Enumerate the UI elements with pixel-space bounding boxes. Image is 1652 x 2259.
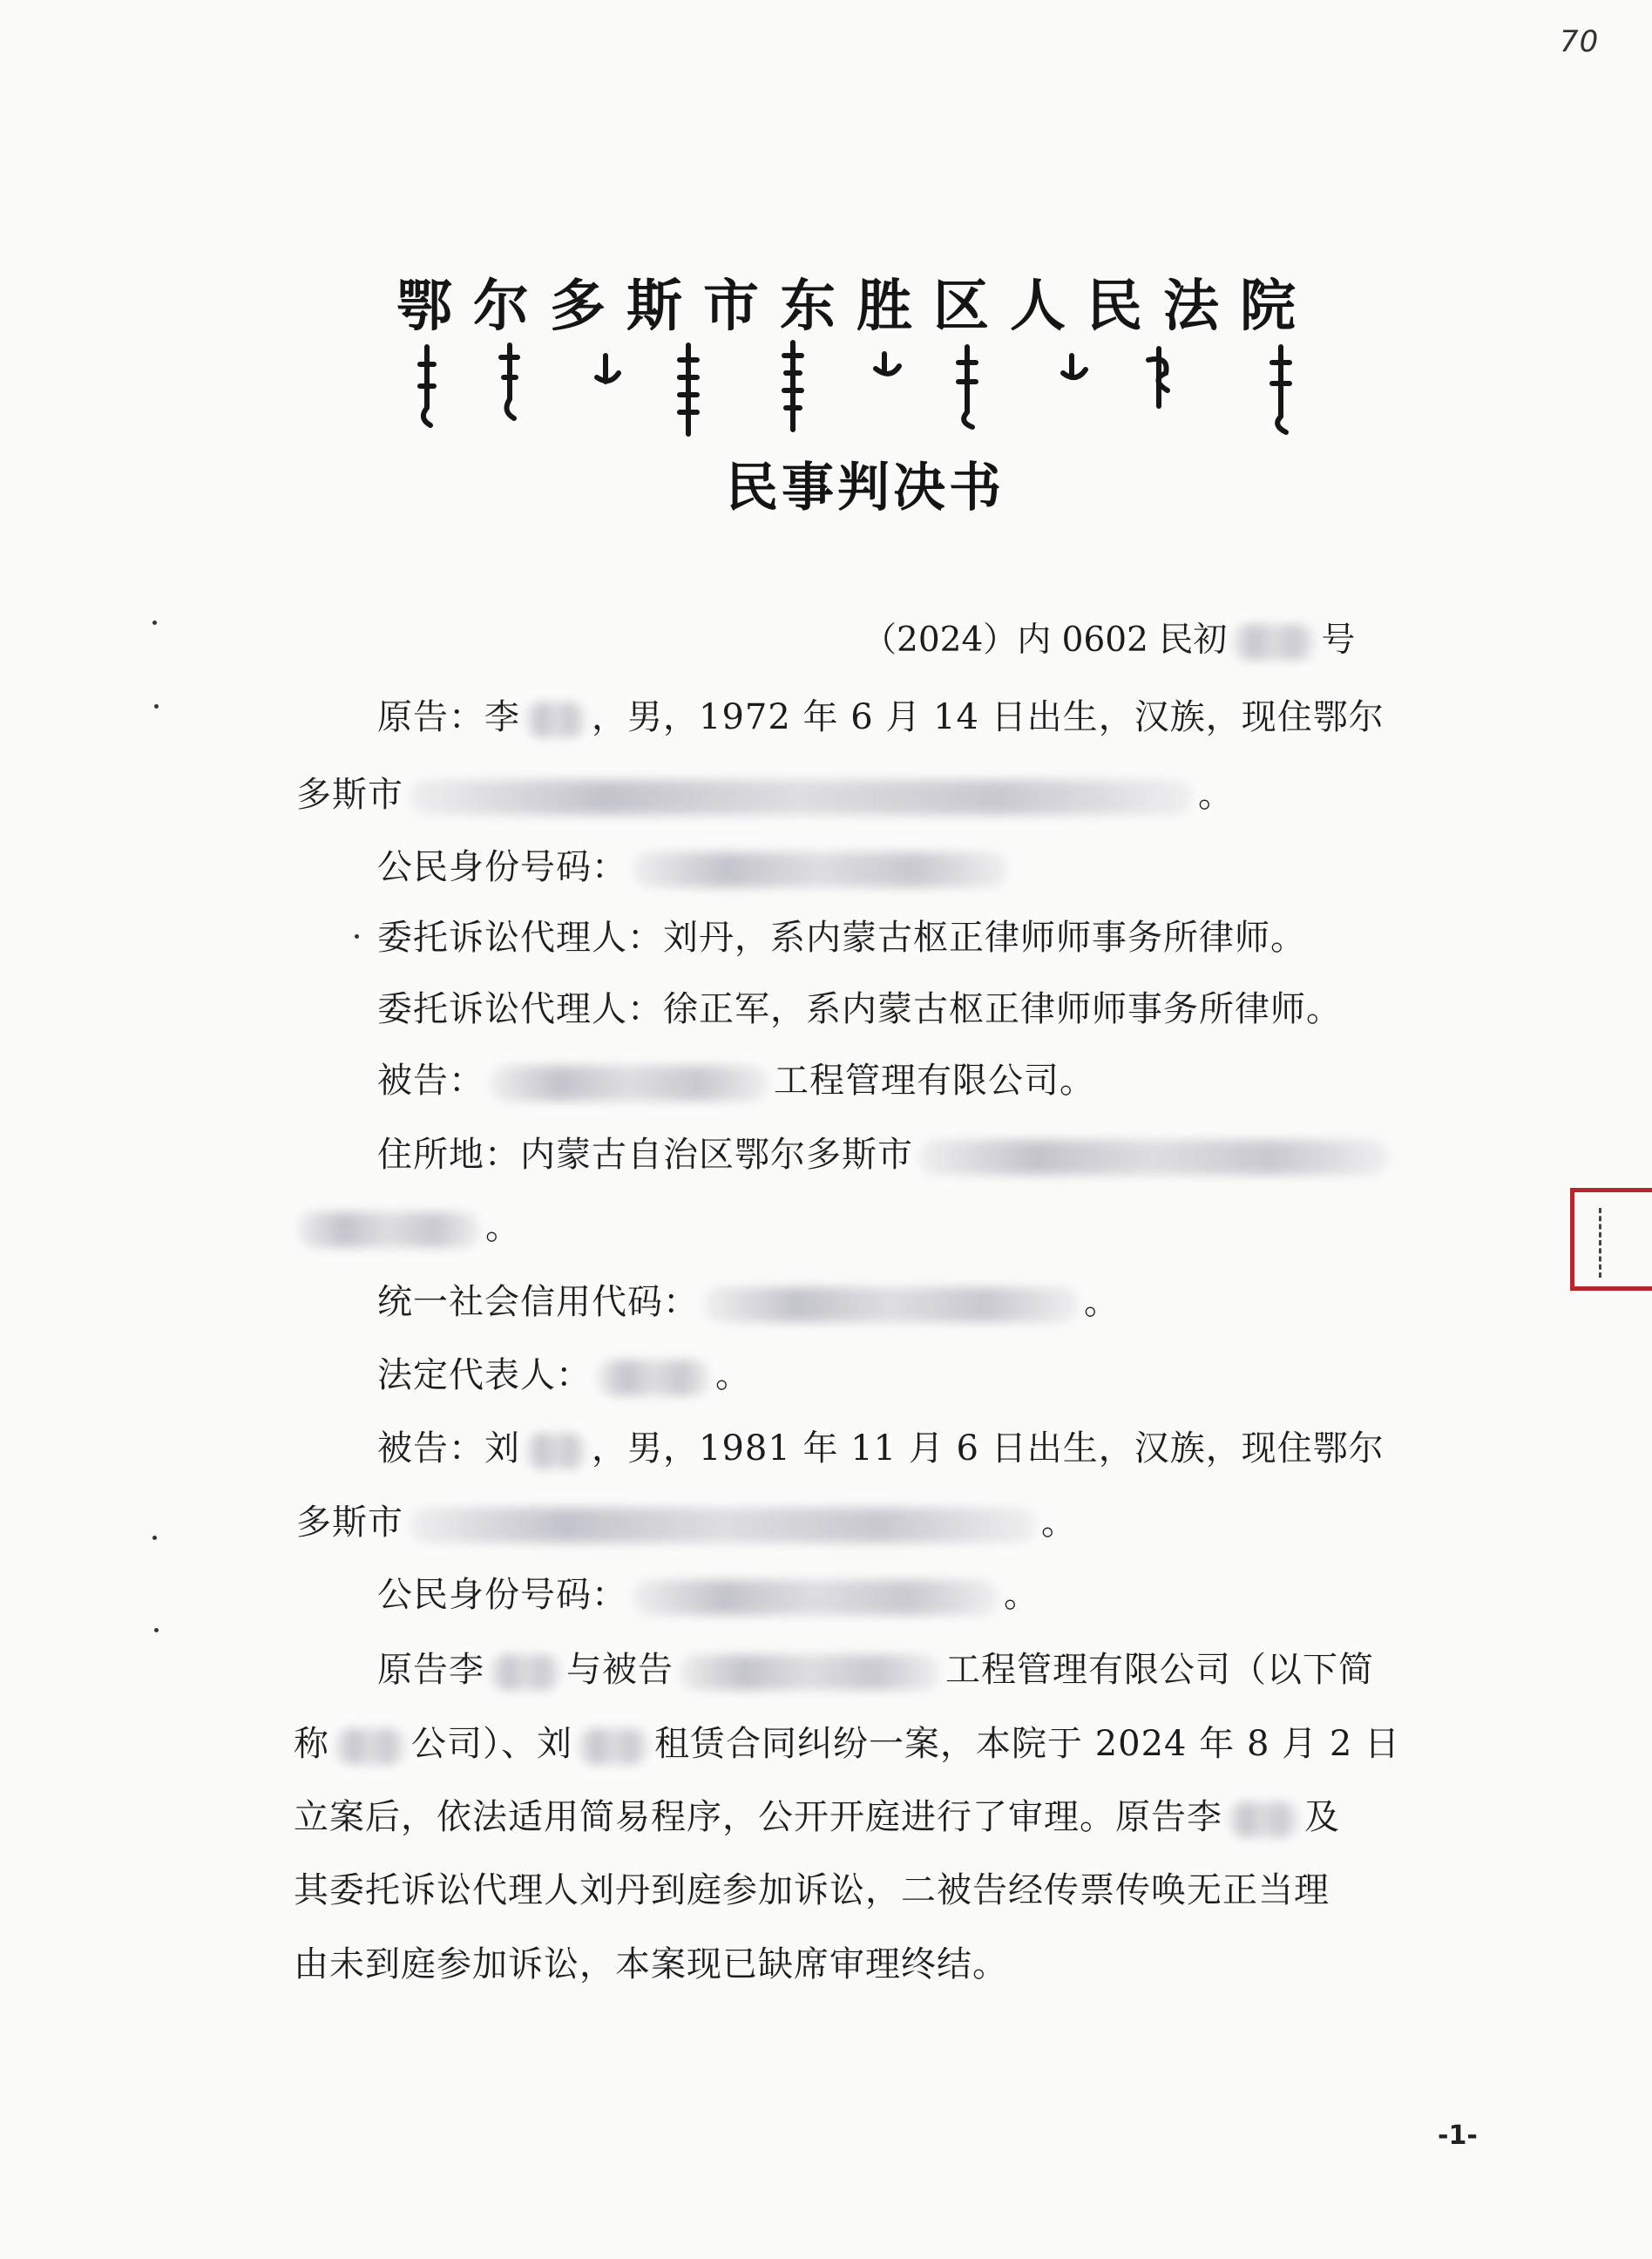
case-number-suffix: 号 <box>1321 621 1356 660</box>
handwritten-page-note: 70 <box>1560 24 1600 59</box>
case-number-prefix: （2024）内 0602 民初 <box>863 621 1228 660</box>
seam-seal-fragment <box>1570 1188 1652 1291</box>
defendant2-label: 被告：刘 <box>377 1428 520 1469</box>
scan-speck <box>355 934 359 939</box>
defendant2-address-end: 。 <box>1041 1503 1077 1543</box>
plaintiff-id-line <box>377 843 1012 892</box>
redacted-residence <box>918 1140 1389 1175</box>
body-text: 立案后，依法适用简易程序，公开开庭进行了审理。原告李 <box>294 1797 1222 1837</box>
defendant1-residence-end: 。 <box>485 1207 521 1247</box>
body-line-5: 由未到庭参加诉讼，本案现已缺席审理终结。 <box>294 1944 1008 1984</box>
body-line-3 <box>294 1793 1340 1842</box>
plaintiff-id-label: 公民身份号码： <box>377 847 627 887</box>
court-name: 鄂尔多斯市东胜区人民法院 <box>396 274 1317 339</box>
redacted-company-name <box>679 1655 940 1690</box>
mongolian-script-title <box>410 338 1351 443</box>
defendant1-label: 被告： <box>377 1061 484 1101</box>
body-text: 及 <box>1304 1797 1340 1837</box>
scan-speck <box>152 621 157 625</box>
body-text: 称 <box>294 1724 329 1764</box>
defendant1-residence-line <box>377 1130 1394 1179</box>
defendant1-residence-continued <box>292 1203 521 1252</box>
defendant2-id-line <box>377 1570 1039 1619</box>
agent-line-2: 委托诉讼代理人：徐正军，系内蒙古枢正律师师事务所律师。 <box>377 989 1342 1029</box>
defendant2-intro: ，男，1981 年 11 月 6 日出生，汉族，现住鄂尔 <box>592 1428 1385 1469</box>
redacted-name <box>525 702 586 737</box>
redacted-address <box>409 780 1193 815</box>
scan-speck <box>152 1536 157 1540</box>
defendant1-rep-line <box>377 1351 751 1400</box>
plaintiff-address-line <box>296 770 1234 819</box>
agent-line-1: 委托诉讼代理人：刘丹，系内蒙古枢正律师师事务所律师。 <box>377 918 1306 958</box>
redacted-case-digits <box>1232 625 1316 660</box>
redacted-residence-continued <box>297 1212 480 1247</box>
body-line-4: 其委托诉讼代理人刘丹到庭参加诉讼，二被告经传票传唤无正当理 <box>294 1870 1330 1910</box>
redacted-name <box>490 1655 561 1690</box>
plaintiff-address-prefix: 多斯市 <box>296 775 403 815</box>
defendant1-rep-end: 。 <box>715 1355 751 1395</box>
defendant1-name-suffix: 工程管理有限公司。 <box>774 1061 1095 1101</box>
defendant1-credit-label: 统一社会信用代码： <box>377 1282 699 1322</box>
plaintiff-label: 原告：李 <box>377 697 520 737</box>
defendant1-residence-label: 住所地：内蒙古自治区鄂尔多斯市 <box>377 1135 913 1175</box>
body-line-1 <box>377 1645 1374 1694</box>
defendant1-credit-line <box>377 1278 1120 1326</box>
defendant2-address-prefix: 多斯市 <box>296 1503 403 1543</box>
document-title: 民事判决书 <box>726 458 1005 519</box>
redacted-name <box>1228 1802 1299 1837</box>
body-text: 公司）、刘 <box>411 1724 572 1764</box>
body-text: 工程管理有限公司（以下简 <box>945 1650 1374 1690</box>
scan-speck <box>154 1628 159 1632</box>
redacted-rep-name <box>597 1360 710 1395</box>
seam-seal-marks <box>1599 1208 1636 1278</box>
defendant2-id-label: 公民身份号码： <box>377 1575 627 1615</box>
redacted-credit-code <box>704 1287 1079 1322</box>
redacted-id-number <box>633 852 1007 887</box>
plaintiff-intro: ，男，1972 年 6 月 14 日出生，汉族，现住鄂尔 <box>592 697 1385 737</box>
body-text: 原告李 <box>377 1650 484 1690</box>
redacted-name <box>525 1434 586 1469</box>
plaintiff-line <box>377 693 1385 742</box>
body-text: 与被告 <box>566 1650 674 1690</box>
body-line-2 <box>294 1720 1400 1768</box>
defendant1-credit-end: 。 <box>1084 1282 1120 1322</box>
redacted-company-name <box>490 1066 768 1101</box>
defendant2-address-line <box>296 1498 1077 1547</box>
defendant1-line <box>377 1056 1095 1105</box>
body-text: 租赁合同纠纷一案，本院于 2024 年 8 月 2 日 <box>654 1724 1400 1764</box>
redacted-name <box>578 1729 649 1764</box>
defendant2-id-end: 。 <box>1004 1575 1039 1615</box>
plaintiff-address-end: 。 <box>1198 775 1234 815</box>
defendant1-rep-label: 法定代表人： <box>377 1355 592 1395</box>
scan-speck <box>154 704 159 709</box>
redacted-short-name <box>335 1729 406 1764</box>
redacted-id-number <box>633 1580 999 1615</box>
redacted-address <box>409 1508 1036 1543</box>
page-number: -1- <box>1438 2120 1478 2151</box>
case-number <box>863 613 1355 661</box>
defendant2-line <box>377 1424 1385 1473</box>
